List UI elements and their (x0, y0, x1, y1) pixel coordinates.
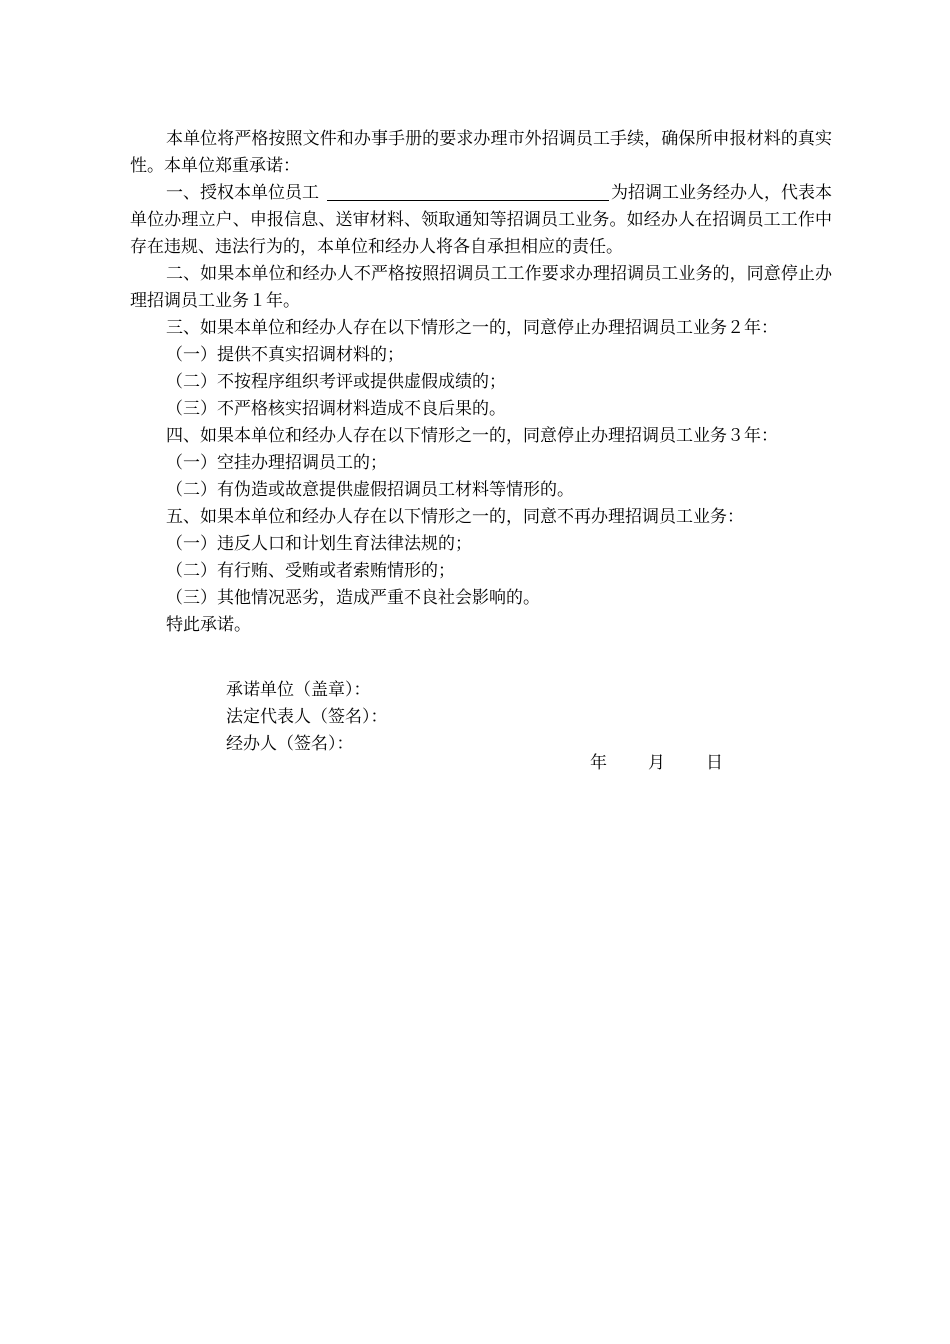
clause-4-item-2: （二）有伪造或故意提供虚假招调员工材料等情形的。 (166, 480, 574, 500)
clause-1-lead: 一、授权本单位员工 (166, 183, 319, 203)
clause-3-item-2: （二）不按程序组织考评或提供虚假成绩的； (166, 372, 506, 392)
clause-3-item-1: （一）提供不真实招调材料的； (166, 345, 404, 365)
clause-4-item-1: （一）空挂办理招调员工的； (166, 453, 387, 473)
clause-5: 五、如果本单位和经办人存在以下情形之一的，同意不再办理招调员工业务： (166, 507, 744, 527)
clause-2: 二、如果本单位和经办人不严格按照招调员工工作要求办理招调员工业务的，同意停止办理招调员工业务１年。 (130, 264, 832, 311)
clause-5-item-2: （二）有行贿、受贿或者索贿情形的； (166, 561, 455, 581)
pledging-unit-label: 承诺单位（盖章）： (226, 680, 371, 700)
date-line (590, 750, 764, 777)
clause-3-item-3: （三）不严格核实招调材料造成不良后果的。 (166, 399, 506, 419)
clause-1-rest: 为招调工业务经办人，代表本单位办理立户、申报信息、送审材料、领取通知等招调员工业务。如经办人在招调员工工作中存在违规、违法行为的，本单位和经办人将各自承担相应的责任。 (130, 183, 832, 257)
employee-name-blank[interactable] (327, 180, 609, 201)
date-day-label: 日 (706, 753, 723, 773)
legal-representative-label: 法定代表人（签名）： (226, 707, 388, 727)
clause-3: 三、如果本单位和经办人存在以下情形之一的，同意停止办理招调员工业务２年： (166, 318, 778, 338)
closing-line: 特此承诺。 (166, 615, 251, 635)
pledge-body (130, 126, 832, 639)
intro-paragraph: 本单位将严格按照文件和办事手册的要求办理市外招调员工手续，确保所申报材料的真实性。本单位郑重承诺： (130, 129, 832, 176)
date-month-label: 月 (648, 753, 665, 773)
clause-4: 四、如果本单位和经办人存在以下情形之一的，同意停止办理招调员工业务３年： (166, 426, 778, 446)
clause-5-item-1: （一）违反人口和计划生育法律法规的； (166, 534, 472, 554)
clause-1 (130, 180, 832, 261)
signature-block (226, 677, 388, 758)
handler-label: 经办人（签名）： (226, 734, 354, 754)
clause-5-item-3: （三）其他情况恶劣，造成严重不良社会影响的。 (166, 588, 540, 608)
date-year-label: 年 (590, 753, 607, 773)
